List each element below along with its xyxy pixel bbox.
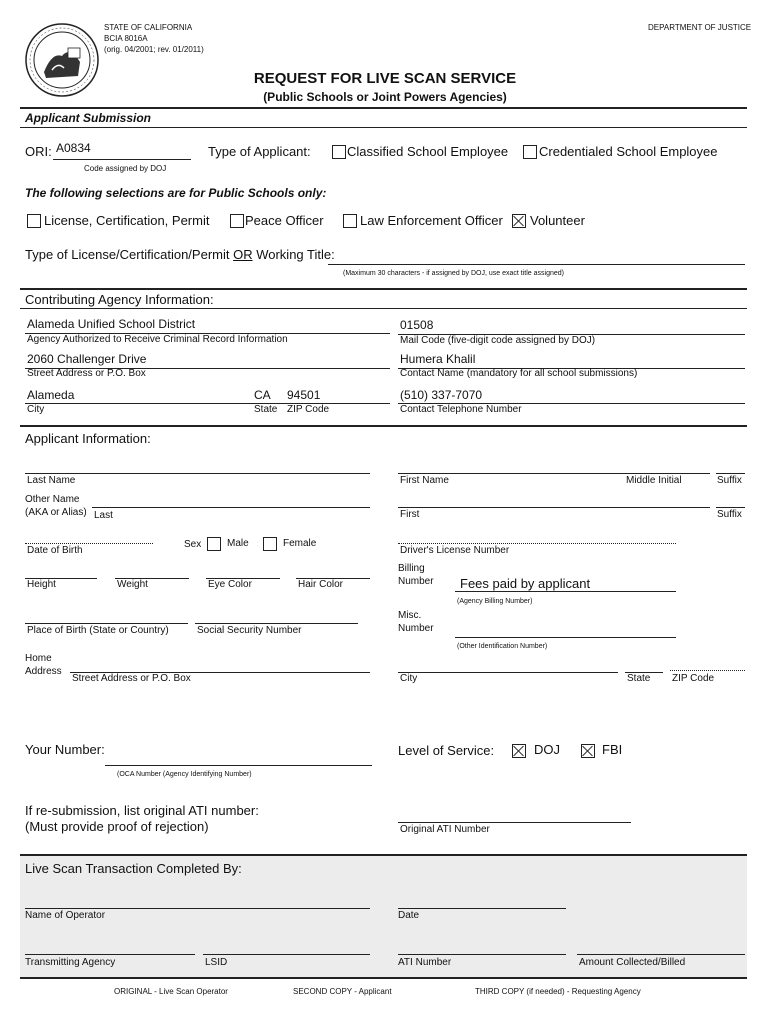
volunteer-label: Volunteer [530, 213, 585, 228]
drivers-license-label: Driver's License Number [400, 545, 510, 556]
your-number-label: Your Number: [25, 742, 105, 757]
city-value[interactable]: Alameda [27, 388, 75, 402]
misc-number-label: Number [398, 623, 434, 634]
misc-label: Misc. [398, 610, 422, 621]
city-label: City [27, 404, 45, 415]
sex-label: Sex [184, 539, 202, 550]
first-name-label: First Name [400, 475, 449, 486]
ori-value[interactable]: A0834 [56, 141, 91, 155]
form-id: BCIA 8016A [104, 34, 148, 43]
date-label: Date [398, 910, 420, 921]
female-label: Female [283, 538, 317, 549]
form-subtitle: (Public Schools or Joint Powers Agencies) [263, 90, 507, 104]
type-of-license-label: Type of License/Certification/Permit OR Working Title: [25, 247, 335, 262]
weight-label: Weight [117, 579, 148, 590]
place-of-birth-label: Place of Birth (State or Country) [27, 625, 169, 636]
misc-note: (Other Identification Number) [457, 643, 548, 650]
zip-label: ZIP Code [287, 404, 330, 415]
form-revision: (orig. 04/2001; rev. 01/2011) [104, 45, 204, 54]
fbi-checkbox[interactable] [581, 744, 595, 758]
max-characters-note: (Maximum 30 characters - if assigned by DOJ, use exact title assigned) [343, 270, 564, 277]
doj-checkbox[interactable] [512, 744, 526, 758]
third-copy-label: THIRD COPY (if needed) - Requesting Agency [475, 987, 641, 996]
lsid-label: LSID [205, 957, 228, 968]
street-address-label: Street Address or P.O. Box [27, 368, 146, 379]
home-city-label: City [400, 673, 418, 684]
license-label: License, Certification, Permit [44, 213, 210, 228]
peace-officer-label: Peace Officer [245, 213, 324, 228]
applicant-info-heading: Applicant Information: [25, 431, 151, 446]
peace-officer-checkbox[interactable] [230, 214, 244, 228]
contributing-agency-heading: Contributing Agency Information: [25, 292, 214, 307]
second-copy-label: SECOND COPY - Applicant [293, 987, 392, 996]
level-of-service-label: Level of Service: [398, 743, 495, 758]
state-label: STATE OF CALIFORNIA [104, 23, 193, 32]
original-ati-label: Original ATI Number [400, 824, 490, 835]
aka-suffix-label: Suffix [717, 509, 742, 520]
oca-note: (OCA Number (Agency Identifying Number) [117, 771, 252, 778]
contact-name-value[interactable]: Humera Khalil [400, 352, 476, 366]
type-of-applicant-label: Type of Applicant: [208, 144, 311, 159]
middle-initial-label: Middle Initial [626, 475, 682, 486]
proof-of-rejection-label: (Must provide proof of rejection) [25, 819, 209, 834]
license-checkbox[interactable] [27, 214, 41, 228]
billing-number-label: Number [398, 576, 434, 587]
height-label: Height [27, 579, 56, 590]
selections-heading: The following selections are for Public Schools only: [25, 186, 327, 200]
classified-checkbox[interactable] [332, 145, 346, 159]
credentialed-checkbox[interactable] [523, 145, 537, 159]
last-name-label: Last Name [27, 475, 76, 486]
law-enforcement-checkbox[interactable] [343, 214, 357, 228]
law-enforcement-label: Law Enforcement Officer [360, 213, 503, 228]
state-label-field: State [254, 404, 278, 415]
mail-code-value[interactable]: 01508 [400, 318, 434, 332]
transmitting-agency-label: Transmitting Agency [25, 957, 116, 968]
state-value[interactable]: CA [254, 388, 271, 402]
billing-number-value[interactable]: Fees paid by applicant [460, 576, 591, 591]
aka-first-label: First [400, 509, 420, 520]
credentialed-label: Credentialed School Employee [539, 144, 718, 159]
form-title: REQUEST FOR LIVE SCAN SERVICE [253, 70, 517, 87]
contact-phone-value[interactable]: (510) 337-7070 [400, 388, 483, 402]
zip-value[interactable]: 94501 [287, 388, 321, 402]
home-label: Home [25, 653, 52, 664]
home-state-label: State [627, 673, 651, 684]
other-name-label: Other Name [25, 494, 80, 505]
aka-label: (AKA or Alias) [25, 507, 87, 518]
male-label: Male [227, 538, 249, 549]
contact-phone-label: Contact Telephone Number [400, 404, 522, 415]
volunteer-checkbox[interactable] [512, 214, 526, 228]
fbi-label: FBI [602, 742, 623, 757]
resubmission-label: If re-submission, list original ATI number: [25, 803, 259, 818]
original-copy-label: ORIGINAL - Live Scan Operator [114, 987, 228, 996]
operator-label: Name of Operator [25, 910, 106, 921]
billing-note: (Agency Billing Number) [457, 598, 533, 605]
agency-name-value[interactable]: Alameda Unified School District [27, 317, 196, 331]
address-label: Address [25, 666, 62, 677]
street-address-value[interactable]: 2060 Challenger Drive [27, 352, 147, 366]
classified-label: Classified School Employee [347, 144, 509, 159]
home-street-label: Street Address or P.O. Box [72, 673, 191, 684]
live-scan-heading: Live Scan Transaction Completed By: [25, 861, 242, 876]
agency-name-label: Agency Authorized to Receive Criminal Record Information [27, 334, 288, 345]
male-checkbox[interactable] [207, 537, 221, 551]
eye-color-label: Eye Color [208, 579, 252, 590]
hair-color-label: Hair Color [298, 579, 344, 590]
female-checkbox[interactable] [263, 537, 277, 551]
contact-name-label: Contact Name (mandatory for all school submissions) [400, 368, 638, 379]
ati-number-label: ATI Number [398, 957, 452, 968]
applicant-submission-heading: Applicant Submission [25, 111, 152, 125]
aka-last-label: Last [94, 510, 113, 521]
ori-note: Code assigned by DOJ [84, 164, 167, 173]
ori-label: ORI: [25, 144, 52, 159]
suffix-label: Suffix [717, 475, 742, 486]
doj-label: DOJ [534, 742, 560, 757]
ssn-label: Social Security Number [197, 625, 302, 636]
dob-label: Date of Birth [27, 545, 83, 556]
billing-label: Billing [398, 563, 425, 574]
department-label: DEPARTMENT OF JUSTICE [648, 23, 752, 32]
amount-label: Amount Collected/Billed [579, 957, 686, 968]
mail-code-label: Mail Code (five-digit code assigned by DOJ) [400, 335, 596, 346]
home-zip-label: ZIP Code [672, 673, 715, 684]
